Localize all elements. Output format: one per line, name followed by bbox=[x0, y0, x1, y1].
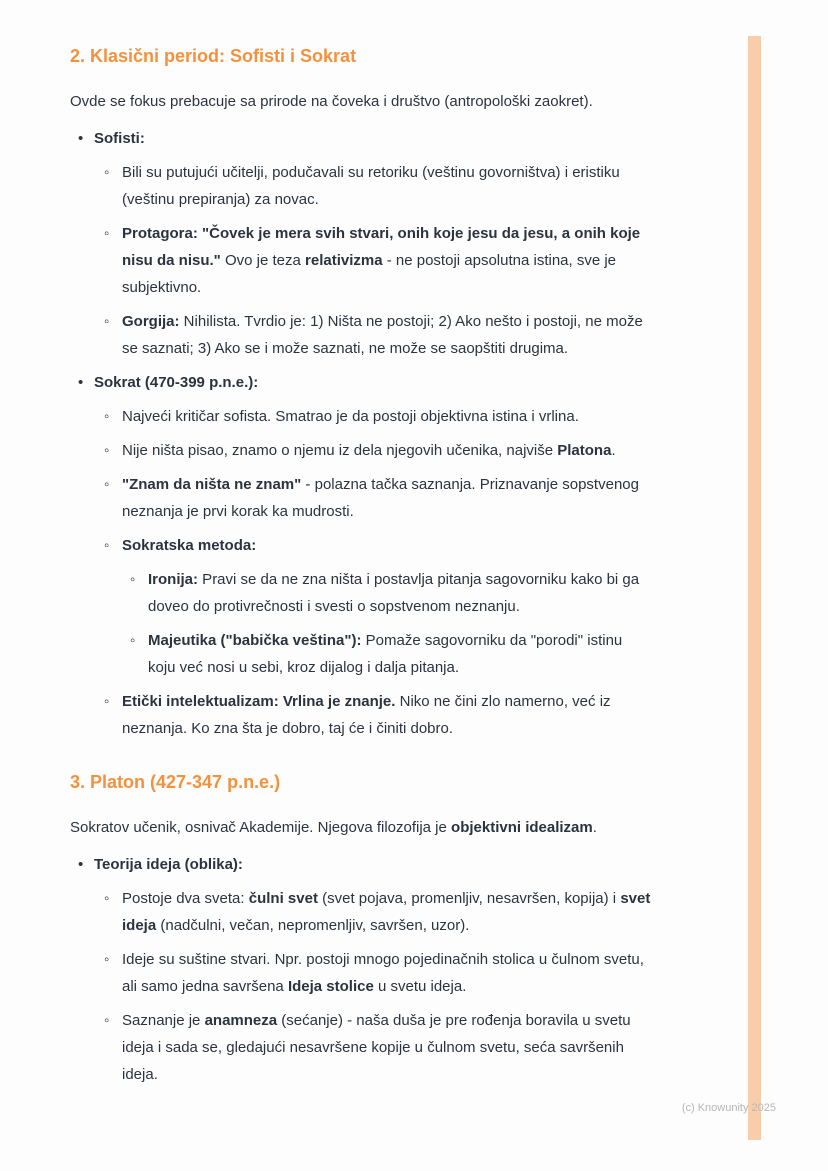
page-edge-stripe bbox=[748, 36, 761, 1140]
section-heading: 3. Platon (427-347 p.n.e.) bbox=[70, 772, 281, 792]
bullet-text bbox=[94, 851, 652, 878]
bullet-item bbox=[104, 437, 652, 464]
text-bold: objektivni idealizam bbox=[451, 819, 593, 836]
bullet-item bbox=[104, 471, 652, 525]
bullet-text bbox=[122, 403, 652, 430]
bullet-circle-icon: ◦ bbox=[104, 537, 110, 554]
bullet-item bbox=[78, 369, 652, 396]
bullet-text bbox=[122, 471, 652, 525]
bullet-disc-icon: • bbox=[78, 374, 84, 391]
text-bold: Ideja stolice bbox=[287, 978, 374, 995]
section-heading: 2. Klasični period: Sofisti i Sokrat bbox=[70, 46, 357, 66]
text: . bbox=[592, 819, 597, 836]
text-bold: Majeutika ("babička veština"): bbox=[148, 632, 362, 649]
text: Najveći kritičar sofista. Smatrao je da postoji objektivna istina i vrlina. bbox=[122, 408, 579, 425]
text: Ideje su suštine stvari. Npr. postoji mnogo pojedinačnih stolica u čulnom svetu, ali samo jedna savršena bbox=[122, 951, 644, 995]
bullet-text bbox=[122, 532, 652, 559]
text: - ne postoji apsolutna istina, sve je subjektivno. bbox=[122, 252, 617, 296]
text-bold: Ironija: bbox=[148, 571, 199, 588]
text: . bbox=[611, 442, 616, 459]
bullet-item bbox=[130, 627, 652, 681]
bullet-item bbox=[104, 403, 652, 430]
bullet-circle-icon: ◦ bbox=[130, 632, 136, 649]
text: Sokratov učenik, osnivač Akademije. Njegova filozofija je bbox=[70, 819, 452, 836]
bullet-text bbox=[122, 437, 652, 464]
bullet-text bbox=[148, 627, 652, 681]
text-bold: Platona bbox=[557, 442, 612, 459]
bullet-item bbox=[104, 946, 652, 1000]
text-bold: relativizma bbox=[305, 252, 383, 269]
bullet-text bbox=[122, 946, 652, 1000]
text: Ovo je teza bbox=[220, 252, 306, 269]
bullet-text bbox=[122, 220, 652, 301]
text-bold: svet ideja bbox=[122, 890, 651, 934]
paragraph bbox=[70, 88, 652, 115]
text-bold: Sofisti: bbox=[94, 130, 145, 147]
text-bold: Teorija ideja (oblika): bbox=[94, 856, 243, 873]
text: Nihilista. Tvrdio je: 1) Ništa ne postoji; 2) Ako nešto i postoji, ne može se saznati; 3) Ako se i može saznati, ne može se saopštiti drugima. bbox=[122, 313, 643, 357]
text: u svetu ideja. bbox=[373, 978, 467, 995]
bullet-text bbox=[122, 308, 652, 362]
bullet-item bbox=[104, 308, 652, 362]
bullet-item bbox=[104, 885, 652, 939]
watermark: (c) Knowunity 2025 bbox=[681, 1102, 776, 1114]
bullet-circle-icon: ◦ bbox=[104, 476, 110, 493]
bullet-circle-icon: ◦ bbox=[104, 164, 110, 181]
bullet-item bbox=[104, 532, 652, 559]
bullet-text bbox=[94, 369, 652, 396]
text: Saznanje je bbox=[122, 1012, 205, 1029]
bullet-text bbox=[148, 566, 652, 620]
bullet-text bbox=[122, 1007, 652, 1088]
bullet-circle-icon: ◦ bbox=[104, 951, 110, 968]
text-bold: "Znam da ništa ne znam" bbox=[122, 476, 302, 493]
bullet-item bbox=[78, 851, 652, 878]
document-content bbox=[70, 40, 652, 1095]
bullet-text bbox=[122, 688, 652, 742]
text-bold: Protagora: "Čovek je mera svih stvari, onih koje jesu da jesu, a onih koje nisu da nisu." bbox=[122, 225, 641, 269]
text: Nije ništa pisao, znamo o njemu iz dela njegovih učenika, najviše bbox=[122, 442, 558, 459]
bullet-item bbox=[104, 688, 652, 742]
bullet-circle-icon: ◦ bbox=[104, 890, 110, 907]
text: Ovde se fokus prebacuje sa prirode na čoveka i društvo (antropološki zaokret). bbox=[70, 93, 593, 110]
bullet-circle-icon: ◦ bbox=[104, 408, 110, 425]
bullet-disc-icon: • bbox=[78, 856, 84, 873]
text: - polazna tačka saznanja. Priznavanje sopstvenog neznanja je prvi korak ka mudrosti. bbox=[122, 476, 639, 520]
bullet-circle-icon: ◦ bbox=[104, 1012, 110, 1029]
bullet-text bbox=[122, 885, 652, 939]
text-bold: Gorgija: bbox=[122, 313, 180, 330]
bullet-circle-icon: ◦ bbox=[104, 693, 110, 710]
text: (svet pojava, promenljiv, nesavršen, kopija) i bbox=[317, 890, 621, 907]
text: Niko ne čini zlo namerno, već iz neznanja. Ko zna šta je dobro, taj će i činiti dobro. bbox=[122, 693, 611, 737]
bullet-item bbox=[78, 125, 652, 152]
bullet-item bbox=[104, 1007, 652, 1088]
text: Bili su putujući učitelji, podučavali su retoriku (veštinu govorništva) i eristiku (veštinu prepiranja) za novac. bbox=[122, 164, 620, 208]
text-bold: čulni svet bbox=[248, 890, 318, 907]
text: Postoje dva sveta: bbox=[122, 890, 249, 907]
text-bold: anamneza bbox=[204, 1012, 278, 1029]
text-bold: Sokrat (470-399 p.n.e.): bbox=[94, 374, 259, 391]
bullet-item bbox=[130, 566, 652, 620]
bullet-item bbox=[104, 159, 652, 213]
text-bold: Etički intelektualizam: Vrlina je znanje. bbox=[122, 693, 396, 710]
bullet-circle-icon: ◦ bbox=[104, 225, 110, 242]
bullet-circle-icon: ◦ bbox=[104, 313, 110, 330]
bullet-text bbox=[94, 125, 652, 152]
text: Pravi se da ne zna ništa i postavlja pitanja sagovorniku kako bi ga doveo do protivrečnosti i svesti o sopstvenom neznanju. bbox=[148, 571, 640, 615]
bullet-circle-icon: ◦ bbox=[104, 442, 110, 459]
bullet-circle-icon: ◦ bbox=[130, 571, 136, 588]
text-bold: Sokratska metoda: bbox=[122, 537, 257, 554]
text: (sećanje) - naša duša je pre rođenja boravila u svetu ideja i sada se, gledajući nesavršene kopije u čulnom svetu, seća savršenih ideja. bbox=[122, 1012, 631, 1083]
paragraph bbox=[70, 814, 652, 841]
bullet-item bbox=[104, 220, 652, 301]
text: (nadčulni, večan, nepromenljiv, savršen, uzor). bbox=[156, 917, 470, 934]
text: Pomaže sagovorniku da "porodi" istinu koju već nosi u sebi, kroz dijalog i dalja pitanja. bbox=[148, 632, 623, 676]
bullet-disc-icon: • bbox=[78, 130, 84, 147]
bullet-text bbox=[122, 159, 652, 213]
